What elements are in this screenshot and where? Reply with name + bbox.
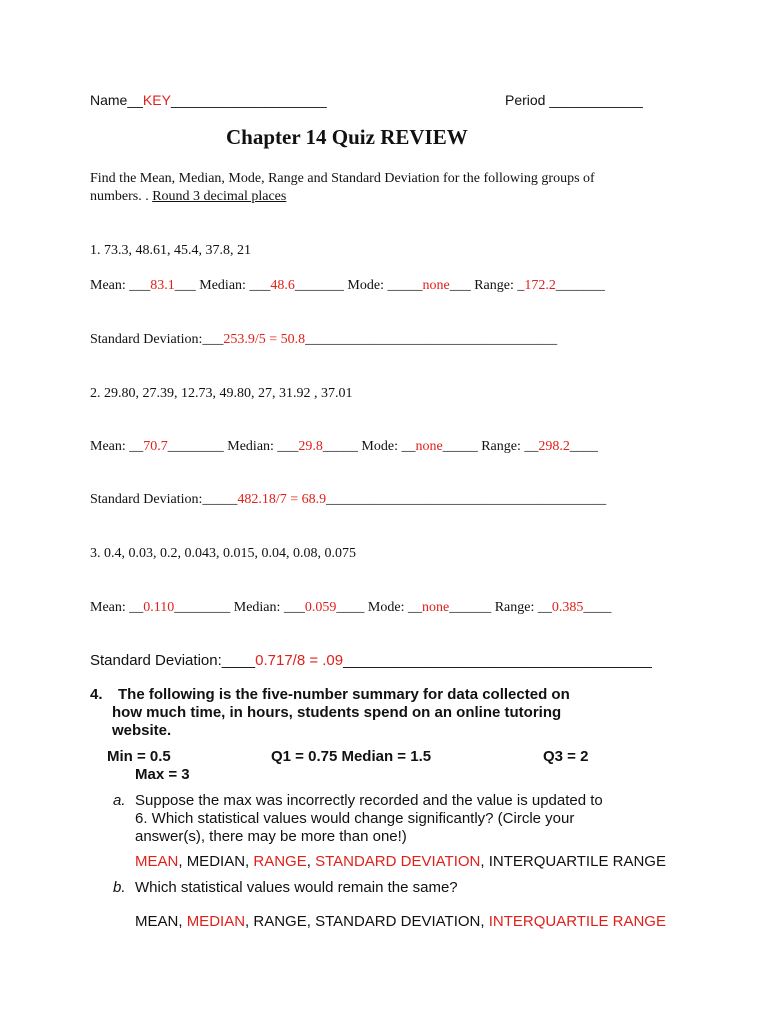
summary-q3: Q3 = 2 <box>543 748 589 765</box>
mean-label: Mean: __ <box>90 600 144 615</box>
range-value: 0.385 <box>551 600 584 615</box>
instructions-line2 <box>90 189 286 205</box>
answer-iqr: INTERQUARTILE RANGE <box>488 853 666 870</box>
answer-iqr: INTERQUARTILE RANGE <box>488 913 666 930</box>
sd-label: Standard Deviation:____ <box>90 652 256 669</box>
part-a-line2: 6. Which statistical values would change significantly? (Circle your <box>135 810 575 827</box>
answer-sd: STANDARD DEVIATION <box>315 853 481 870</box>
problem4-intro-line2: how much time, in hours, students spend on an online tutoring <box>112 704 562 721</box>
answer-median: MEDIAN <box>186 853 246 870</box>
instructions-line1: Find the Mean, Median, Mode, Range and Standard Deviation for the following groups of <box>90 171 595 186</box>
mean-label: Mean: __ <box>90 439 144 454</box>
sd-value: 253.9/5 = 50.8 <box>223 332 306 347</box>
range-label: ______ Range: __ <box>449 600 552 615</box>
answer-mean: MEAN <box>135 913 179 930</box>
separator: , <box>306 913 316 930</box>
mean-value: 0.110 <box>143 600 175 615</box>
problem1-sd <box>90 332 557 348</box>
separator: , <box>245 853 254 870</box>
problem2-stats <box>90 439 598 455</box>
answer-median: MEDIAN <box>186 913 246 930</box>
problem3-data: 3. 0.4, 0.03, 0.2, 0.043, 0.015, 0.04, 0.08, 0.075 <box>90 546 356 561</box>
separator: , <box>178 853 187 870</box>
sd-value: 482.18/7 = 68.9 <box>237 492 327 507</box>
sd-line: ____________________________________ <box>305 332 558 347</box>
round-instruction: Round 3 decimal places <box>152 189 287 204</box>
sd-line: ________________________________________ <box>326 492 607 507</box>
range-line: ____ <box>583 600 612 615</box>
answer-sd: STANDARD DEVIATION <box>315 913 481 930</box>
part-b-answer <box>135 913 666 930</box>
mode-value: none <box>421 600 450 615</box>
separator: , <box>480 853 489 870</box>
problem2-sd <box>90 492 606 508</box>
range-line: _______ <box>555 278 605 293</box>
problem1-stats <box>90 278 605 294</box>
summary-max: Max = 3 <box>135 766 190 783</box>
instructions-prefix: numbers. . <box>90 189 153 204</box>
part-a-label: a. <box>113 792 126 809</box>
name-label: Name__ <box>90 92 143 108</box>
problem2-data: 2. 29.80, 27.39, 12.73, 49.80, 27, 31.92 , 37.01 <box>90 386 353 401</box>
median-label: ________ Median: ___ <box>167 439 299 454</box>
mean-value: 83.1 <box>150 278 175 293</box>
name-line: ____________________ <box>170 92 327 108</box>
period-field: Period ____________ <box>505 92 643 108</box>
summary-min: Min = 0.5 <box>107 748 171 765</box>
part-b-line1: Which statistical values would remain the same? <box>135 879 458 896</box>
problem4-intro-line3: website. <box>112 722 172 739</box>
mode-label: _____ Mode: __ <box>322 439 416 454</box>
problem4-intro-line1: The following is the five-number summary for data collected on <box>118 686 570 703</box>
sd-value: 0.717/8 = .09 <box>255 652 344 669</box>
median-value: 0.059 <box>304 600 337 615</box>
part-a-line1: Suppose the max was incorrectly recorded and the value is updated to <box>135 792 603 809</box>
problem3-sd <box>90 652 652 669</box>
name-field <box>90 92 327 108</box>
separator: , <box>480 913 489 930</box>
answer-range: RANGE <box>253 853 307 870</box>
sd-line: _____________________________________ <box>343 652 652 669</box>
sd-label: Standard Deviation:_____ <box>90 492 238 507</box>
page-title: Chapter 14 Quiz REVIEW <box>226 125 468 149</box>
mode-value: none <box>422 278 450 293</box>
mode-value: none <box>415 439 443 454</box>
range-label: _____ Range: __ <box>442 439 539 454</box>
problem3-stats <box>90 600 611 616</box>
mode-label: ____ Mode: __ <box>336 600 422 615</box>
problem1-data: 1. 73.3, 48.61, 45.4, 37.8, 21 <box>90 243 251 258</box>
part-a-answer <box>135 853 666 870</box>
range-label: ___ Range: _ <box>449 278 525 293</box>
separator: , <box>306 853 316 870</box>
range-value: 172.2 <box>524 278 556 293</box>
median-value: 29.8 <box>298 439 323 454</box>
answer-mean: MEAN <box>135 853 179 870</box>
part-a-line3: answer(s), there may be more than one!) <box>135 828 407 845</box>
summary-q1-median: Q1 = 0.75 Median = 1.5 <box>271 748 432 765</box>
sd-label: Standard Deviation:___ <box>90 332 224 347</box>
separator: , <box>178 913 187 930</box>
answer-range: RANGE <box>253 913 307 930</box>
range-value: 298.2 <box>538 439 570 454</box>
mean-label: Mean: ___ <box>90 278 151 293</box>
mean-value: 70.7 <box>143 439 168 454</box>
separator: , <box>245 913 254 930</box>
median-label: ________ Median: ___ <box>174 600 305 615</box>
part-b-label: b. <box>113 879 126 896</box>
range-line: ____ <box>569 439 598 454</box>
mode-label: _______ Mode: _____ <box>294 278 423 293</box>
median-label: ___ Median: ___ <box>174 278 271 293</box>
name-value: KEY <box>142 92 171 108</box>
problem4-number: 4. <box>90 686 103 703</box>
median-value: 48.6 <box>270 278 295 293</box>
